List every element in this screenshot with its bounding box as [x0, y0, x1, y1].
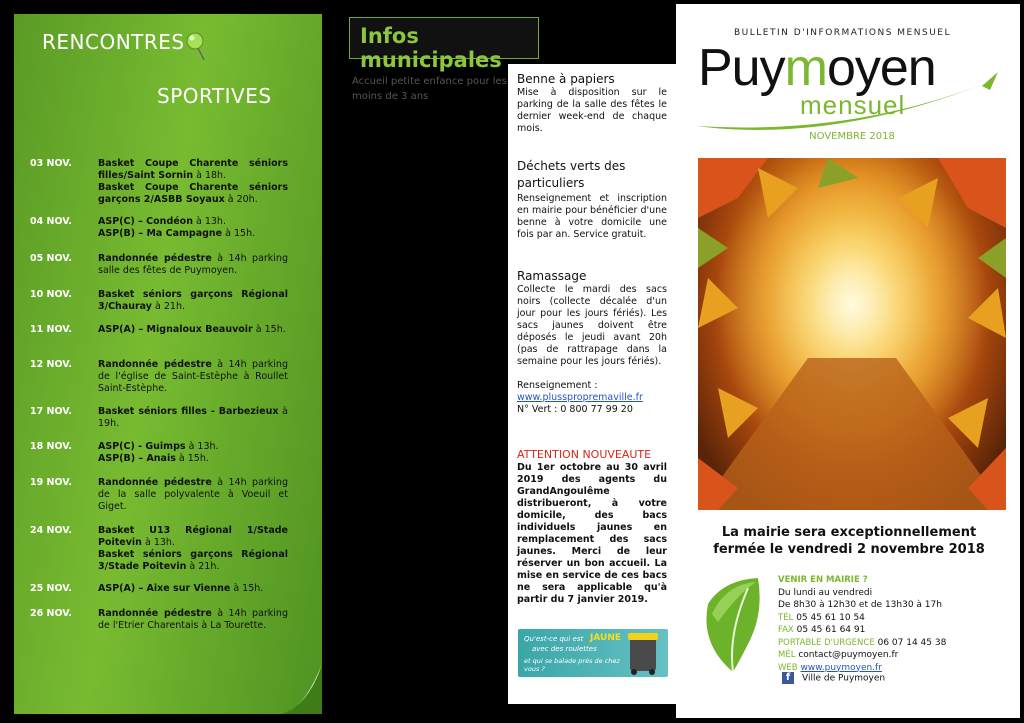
- event-date: 05 NOV.: [30, 253, 73, 264]
- event-details: ASP(C) – Condéon à 13h. ASP(B) – Ma Campagne à 15h.: [98, 216, 256, 239]
- event-date: 11 NOV.: [30, 324, 73, 335]
- hours-line-1: Du lundi au vendredi: [778, 587, 873, 598]
- event-details: ASP(A) – Mignaloux Beauvoir à 15h.: [98, 324, 286, 335]
- web-label: WEB: [778, 662, 798, 673]
- event-details: Basket Coupe Charente séniors filles/Saint Sornin à 18h. Basket Coupe Charente séniors garçons 2/ASBB Soyaux à 20h.: [98, 158, 288, 205]
- event-date: 03 NOV.: [30, 158, 73, 169]
- attention-text: Du 1er octobre au 30 avril 2019 des agents du GrandAngoulême distribueront, à votre domicile, des bacs individuels jaunes en remplacement des sacs jaunes. Merci de leur réserver un bon accueil. La mise en service de ces bacs ne sera applicable qu'à partir du 7 janvier 2019.: [517, 462, 667, 605]
- issue-month: NOVEMBRE 2018: [809, 131, 895, 142]
- benne-text: Mise à disposition sur le parking de la salle des fêtes le dernier week-end de chaque mois.: [517, 87, 667, 134]
- autumn-photo: [698, 158, 1006, 510]
- facebook-icon: f: [782, 672, 794, 684]
- ramassage-text: Collecte le mardi des sacs noirs (collecte décalée d'un jour pour les jours fériés). Les sacs jaunes doivent être déposés le jeudi avant 20h (pas de rattrapage dans la semaine pour les jours fériés).: [517, 284, 667, 367]
- mensuel-label: mensuel: [800, 90, 906, 120]
- dechets-text: Renseignement et inscription en mairie pour bénéficier d'une benne à votre domicile une fois par an. Service gratuit.: [517, 193, 667, 240]
- pin-icon: [184, 32, 210, 62]
- event-date: 25 NOV.: [30, 583, 73, 594]
- portable-value: 06 07 14 45 38: [877, 637, 947, 648]
- cover-page: [676, 4, 1020, 718]
- web-link[interactable]: www.puymoyen.fr: [800, 662, 882, 673]
- page-curl-icon: [282, 664, 322, 714]
- benne-heading: Benne à papiers: [517, 72, 615, 86]
- infos-municipales-title: [349, 17, 539, 72]
- event-details: Randonnée pédestre à 14h parking de l'Etrier Charentais à La Tourette.: [98, 608, 288, 631]
- fax-value: 05 45 61 64 91: [796, 625, 866, 635]
- closure-notice: La mairie sera exceptionnellement fermée le vendredi 2 novembre 2018: [713, 525, 985, 557]
- banner-text-d: et qui se balade près de chez vous ?: [524, 657, 620, 673]
- bulletin-label: BULLETIN D'INFORMATIONS MENSUEL: [734, 28, 951, 38]
- banner-text-a: Qu'est-ce qui est: [524, 635, 584, 643]
- facebook-label: Ville de Puymoyen: [802, 673, 886, 684]
- event-details: Randonnée pédestre à 14h parking de la salle polyvalente à Voeuil et Giget.: [98, 477, 288, 512]
- sport-title-2: SPORTIVES: [157, 84, 272, 108]
- event-date: 19 NOV.: [30, 477, 73, 488]
- event-date: 04 NOV.: [30, 216, 73, 227]
- brand-logo: Puymoyen: [698, 39, 936, 97]
- event-details: Randonnée pédestre à 14h parking salle des fêtes de Puymoyen.: [98, 253, 288, 276]
- accueil-text: Accueil petite enfance pour les moins de 3 ans: [352, 76, 507, 102]
- dechets-heading: Déchets verts des particuliers: [517, 159, 626, 190]
- event-details: Randonnée pédestre à 14h parking de l'église de Saint-Estèphe à Roullet Saint-Estèphe.: [98, 359, 288, 394]
- event-details: Basket séniors garçons Régional 3/Chauray à 21h.: [98, 289, 288, 312]
- tel-label: TÉL: [778, 612, 794, 623]
- event-date: 17 NOV.: [30, 406, 73, 417]
- sport-panel: [14, 14, 322, 714]
- event-date: 26 NOV.: [30, 608, 73, 619]
- tel-value: 05 45 61 10 54: [796, 612, 865, 623]
- contact-block: [778, 574, 1008, 674]
- renseignement-label: Renseignement :: [517, 380, 598, 391]
- event-details: ASP(C) - Guimps à 13h. ASP(B) – Anais à 15h.: [98, 441, 219, 464]
- infos-title-text: Infos municipales: [360, 24, 502, 72]
- leaf-logo-icon: [698, 574, 768, 674]
- banner-text-c: avec des roulettes: [532, 645, 597, 653]
- venir-heading: VENIR EN MAIRIE ?: [778, 575, 868, 585]
- facebook-line[interactable]: [782, 672, 885, 684]
- sport-title-1: RENCONTRES: [42, 30, 185, 54]
- bac-jaune-banner: [518, 629, 668, 677]
- numero-vert: N° Vert : 0 800 77 99 20: [517, 404, 633, 415]
- portable-label: PORTABLE D'URGENCE: [778, 637, 875, 648]
- propre-link[interactable]: www.plusspropremaville.fr: [517, 392, 643, 403]
- hours-line-2: De 8h30 à 12h30 et de 13h30 à 17h: [778, 600, 942, 610]
- mel-label: MÉL: [778, 650, 796, 660]
- event-date: 24 NOV.: [30, 525, 73, 536]
- event-date: 18 NOV.: [30, 441, 73, 452]
- event-details: Basket séniors filles - Barbezieux à 19h.: [98, 406, 288, 429]
- ramassage-heading: Ramassage: [517, 269, 587, 283]
- event-details: Basket U13 Régional 1/Stade Poitevin à 13h. Basket séniors garçons Régional 3/Stade Poitevin à 21h.: [98, 525, 288, 572]
- attention-heading: ATTENTION NOUVEAUTE: [517, 448, 652, 461]
- fax-label: FAX: [778, 625, 794, 635]
- event-date: 12 NOV.: [30, 359, 73, 370]
- event-details: ASP(A) – Aixe sur Vienne à 15h.: [98, 583, 264, 594]
- mel-value[interactable]: contact@puymoyen.fr: [798, 650, 899, 660]
- banner-text-b: JAUNE: [590, 633, 622, 643]
- event-date: 10 NOV.: [30, 289, 73, 300]
- info-column: [508, 64, 676, 704]
